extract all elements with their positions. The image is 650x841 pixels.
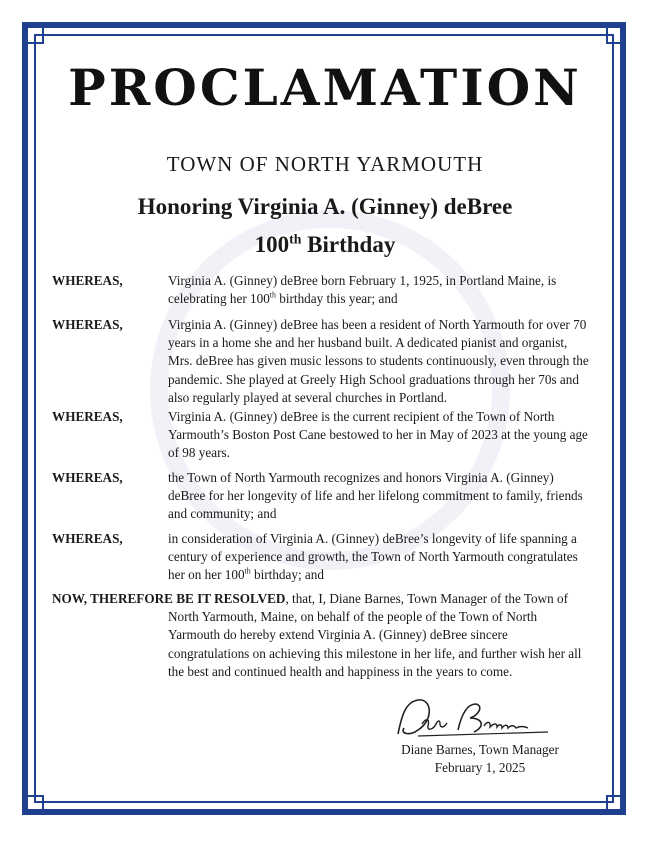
clause-label: WHEREAS, [52,409,123,424]
signature-date: February 1, 2025 [434,760,526,775]
clause-label: WHEREAS, [52,273,123,288]
clause-text: Virginia A. (Ginney) deBree born February 1, 1925, in Portland Maine, is celebrating her 100th birthday this year; and [168,273,557,307]
birthday-suffix: th [289,231,302,247]
resolution-first-line: , that, I, Diane Barnes, Town Manager of the Town of [285,591,569,606]
whereas-clause [52,530,592,585]
resolution-text: North Yarmouth, Maine, on behalf of the people of the Town of North Yarmouth do hereby extend Virginia A. (Ginney) deBree sincere congratulations on achieving this milestone in her life, and further wish her all the best and continued health and happiness in the years to come. [168,609,582,679]
birthday-word: Birthday [301,232,396,257]
whereas-clause [52,316,592,407]
clause-text: in consideration of Virginia A. (Ginney) deBree’s longevity of life spanning a century of experience and growth, the Town of North Yarmouth congratulates her on her 100th birthday; and [168,531,578,583]
resolution-clause [52,590,592,681]
birthday-heading [0,232,650,258]
clause-text: Virginia A. (Ginney) deBree has been a resident of North Yarmouth for over 70 years in a home she and her husband built. A dedicated pianist and organist, Mrs. deBree has given music lessons to students continuously, even through the pandemic. She played at Greely High School graduations through her 70s and also regularly played at several churches in Portland. [168,317,589,405]
corner-ornament [26,795,44,813]
resolution-lead: NOW, THEREFORE BE IT RESOLVED [52,591,286,606]
signatory-name: Diane Barnes, Town Manager [401,742,559,757]
whereas-clause [52,469,592,524]
clause-text: the Town of North Yarmouth recognizes and honors Virginia A. (Ginney) deBree for her longevity of life and her lifelong commitment to family, friends and community; and [168,470,583,522]
corner-ornament [606,26,624,44]
honoree-heading: Honoring Virginia A. (Ginney) deBree [137,194,513,219]
document-title: PROCLAMATION [68,58,582,117]
handwritten-signature [388,694,558,742]
birthday-number: 100 [254,232,290,257]
corner-ornament [26,26,44,44]
clause-label: WHEREAS, [52,531,123,546]
corner-ornament [606,795,624,813]
whereas-clause [52,408,592,463]
whereas-clause [52,272,592,308]
clause-text: Virginia A. (Ginney) deBree is the current recipient of the Town of North Yarmouth’s Boston Post Cane bestowed to her in May of 2023 at the young age of 98 years. [168,409,588,461]
clause-label: WHEREAS, [52,317,123,332]
town-name: TOWN OF NORTH YARMOUTH [166,152,484,176]
clause-label: WHEREAS, [52,470,123,485]
